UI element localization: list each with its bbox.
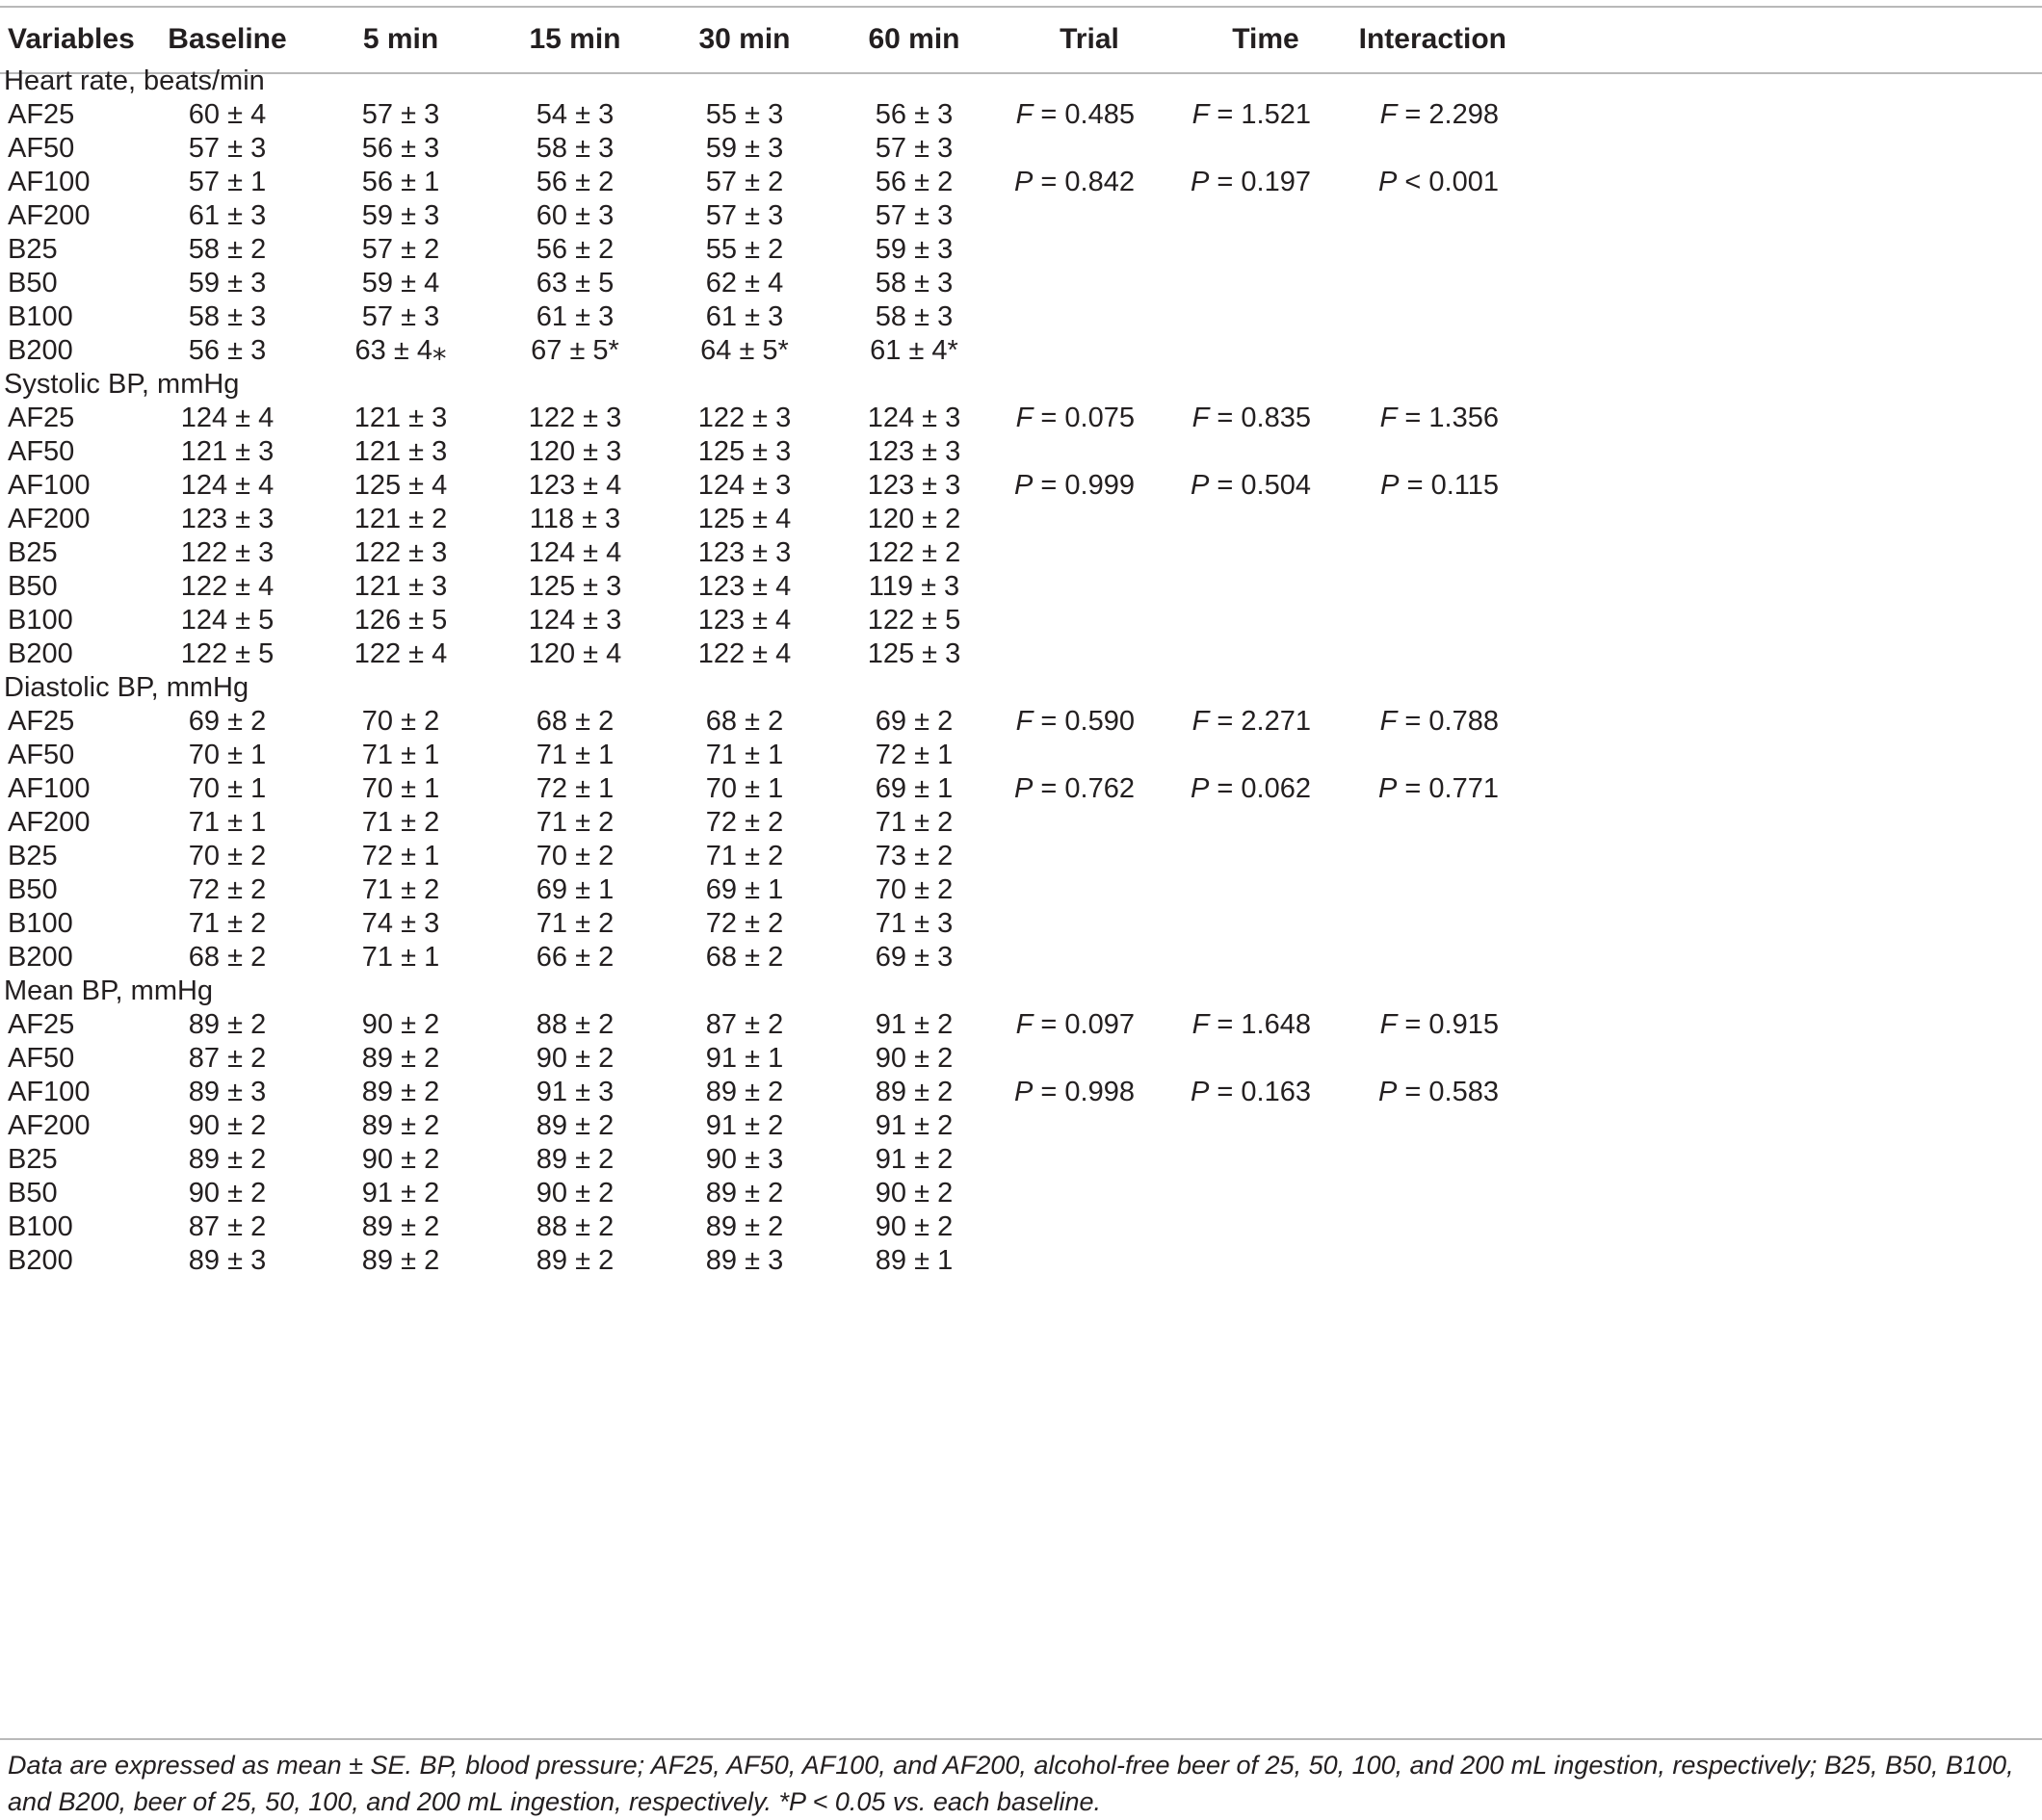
table-cell: 122 ± 4	[353, 638, 448, 669]
column-header-5-min: 5 min	[362, 23, 439, 55]
table-cell: 125 ± 4	[353, 470, 448, 501]
table-cell: 91 ± 2	[875, 1144, 954, 1175]
stat-value: = 0.842	[1040, 167, 1135, 197]
table-cell: 124 ± 4	[528, 537, 622, 568]
table-cell: 58 ± 3	[188, 301, 267, 332]
table-cell: 124 ± 3	[697, 470, 792, 501]
stat-value: < 0.001	[1404, 167, 1499, 197]
table-cell: 89 ± 2	[705, 1178, 784, 1209]
table-bottom-rule	[0, 1738, 2042, 1740]
table-cell: 122 ± 3	[180, 537, 275, 568]
table-cell: 73 ± 2	[875, 841, 954, 871]
table-cell: 70 ± 1	[188, 773, 267, 804]
stat-value: = 0.998	[1040, 1077, 1135, 1107]
table-cell: 70 ± 1	[705, 773, 784, 804]
row-label: B200	[8, 335, 73, 366]
row-label: AF50	[8, 436, 75, 467]
table-cell: 58 ± 2	[188, 234, 267, 265]
header-rule	[0, 72, 2042, 74]
f-stat-interaction	[1248, 97, 1499, 132]
table-cell: 71 ± 1	[705, 740, 784, 770]
table-cell: 91 ± 1	[705, 1043, 784, 1074]
p-stat-interaction	[1248, 1075, 1499, 1109]
table-cell: 90 ± 2	[536, 1043, 615, 1074]
table-cell: 89 ± 2	[705, 1211, 784, 1242]
stat-value: = 0.097	[1040, 1009, 1135, 1040]
table-cell: 123 ± 3	[180, 504, 275, 534]
table-cell: 61 ± 4*	[870, 335, 958, 366]
table-cell: 71 ± 2	[875, 807, 954, 838]
table-cell: 120 ± 2	[867, 504, 961, 534]
table-cell: 124 ± 3	[867, 403, 961, 433]
table-cell: 59 ± 4	[361, 268, 440, 299]
table-cell: 59 ± 3	[705, 133, 784, 164]
stat-value: = 0.115	[1406, 470, 1499, 501]
stat-symbol: P	[1014, 773, 1034, 804]
stat-symbol: F	[1379, 1009, 1398, 1040]
table-cell: 69 ± 3	[875, 942, 954, 973]
p-stat-interaction	[1248, 771, 1499, 806]
table-cell: 123 ± 3	[697, 537, 792, 568]
table-cell: 126 ± 5	[353, 605, 448, 636]
stat-symbol: P	[1191, 167, 1210, 197]
table-cell: 118 ± 3	[529, 504, 621, 534]
table-cell: 64 ± 5*	[700, 335, 789, 366]
table-cell: 56 ± 3	[875, 99, 954, 130]
row-label: B100	[8, 1211, 73, 1242]
table-cell: 59 ± 3	[875, 234, 954, 265]
table-cell: 89 ± 2	[188, 1009, 267, 1040]
stat-value: = 1.356	[1404, 403, 1499, 433]
table-cell: 71 ± 2	[705, 841, 784, 871]
row-label: AF200	[8, 200, 91, 231]
stat-value: = 1.648	[1217, 1009, 1311, 1040]
table-cell: 67 ± 5*	[531, 335, 619, 366]
p-stat-interaction	[1248, 468, 1499, 503]
table-cell: 71 ± 2	[536, 807, 615, 838]
table-cell: 71 ± 2	[361, 807, 440, 838]
table-cell: 57 ± 2	[705, 167, 784, 197]
stat-value: = 0.062	[1217, 773, 1311, 804]
table-cell: 59 ± 3	[361, 200, 440, 231]
section-title: Heart rate, beats/min	[4, 65, 265, 96]
table-cell: 121 ± 2	[353, 504, 448, 534]
table-cell: 66 ± 2	[536, 942, 615, 973]
row-label: B100	[8, 908, 73, 939]
table-cell: 89 ± 2	[536, 1144, 615, 1175]
table-cell: 123 ± 4	[697, 605, 792, 636]
column-header-variables: Variables	[8, 23, 135, 55]
table-cell: 56 ± 3	[188, 335, 267, 366]
row-label: AF50	[8, 1043, 75, 1074]
table-cell: 72 ± 2	[705, 908, 784, 939]
row-label: B50	[8, 874, 58, 905]
stat-value: = 0.771	[1404, 773, 1499, 804]
row-label: B50	[8, 268, 58, 299]
p-stat-interaction	[1248, 165, 1499, 199]
table-cell: 63 ± 5	[536, 268, 615, 299]
stat-symbol: P	[1191, 1077, 1210, 1107]
stat-value: = 0.197	[1217, 167, 1311, 197]
table-cell: 72 ± 1	[875, 740, 954, 770]
table-cell: 57 ± 3	[188, 133, 267, 164]
column-header-trial: Trial	[1060, 23, 1119, 55]
table-cell: 62 ± 4	[705, 268, 784, 299]
stat-value: = 2.271	[1217, 706, 1311, 737]
column-header-15-min: 15 min	[529, 23, 621, 55]
table-cell: 70 ± 1	[361, 773, 440, 804]
table-cell: 61 ± 3	[536, 301, 615, 332]
stat-symbol: P	[1014, 1077, 1034, 1107]
table-cell: 58 ± 3	[875, 301, 954, 332]
table-cell: 121 ± 3	[353, 436, 448, 467]
row-label: AF200	[8, 504, 91, 534]
stat-value: = 0.075	[1040, 403, 1135, 433]
stat-value: = 0.485	[1040, 99, 1135, 130]
table-cell: 68 ± 2	[705, 942, 784, 973]
table-cell: 123 ± 4	[528, 470, 622, 501]
table-cell: 71 ± 2	[361, 874, 440, 905]
table-cell: 57 ± 2	[361, 234, 440, 265]
row-label: B25	[8, 841, 58, 871]
table-cell: 125 ± 3	[528, 571, 622, 602]
table-cell: 124 ± 4	[180, 470, 275, 501]
table-footnote: Data are expressed as mean ± SE. BP, blood pressure; AF25, AF50, AF100, and AF200, alcohol-free beer of 25, 50, 100, and 200 mL ingestion, respectively; B25, B50, B100, and B200, beer of 25, 50, 100, and 200 mL ingestion, respectively. *P < 0.05 vs. each baseline.	[8, 1751, 2014, 1816]
row-label: B100	[8, 301, 73, 332]
table-cell: 59 ± 3	[188, 268, 267, 299]
stat-value: = 0.762	[1040, 773, 1135, 804]
table-cell: 91 ± 2	[705, 1110, 784, 1141]
table-cell: 90 ± 2	[875, 1178, 954, 1209]
column-header-baseline: Baseline	[168, 23, 287, 55]
row-label: AF50	[8, 740, 75, 770]
table-cell: 60 ± 3	[536, 200, 615, 231]
table-cell: 89 ± 2	[536, 1110, 615, 1141]
row-label: AF100	[8, 773, 91, 804]
table-cell: 122 ± 5	[867, 605, 961, 636]
section-title: Diastolic BP, mmHg	[4, 672, 249, 703]
table-cell: 87 ± 2	[188, 1211, 267, 1242]
table-cell: 68 ± 2	[536, 706, 615, 737]
table-cell: 89 ± 2	[536, 1245, 615, 1276]
row-label: B50	[8, 1178, 58, 1209]
stat-value: = 0.504	[1217, 470, 1311, 501]
table-cell: 58 ± 3	[536, 133, 615, 164]
column-header-30-min: 30 min	[698, 23, 791, 55]
row-label: B100	[8, 605, 73, 636]
stat-symbol: F	[1191, 99, 1210, 130]
table-cell: 71 ± 1	[361, 942, 440, 973]
table-cell: 91 ± 3	[536, 1077, 615, 1107]
table-cell: 69 ± 2	[875, 706, 954, 737]
stat-symbol: F	[1191, 706, 1210, 737]
row-label: AF200	[8, 1110, 91, 1141]
stat-symbol: P	[1191, 773, 1210, 804]
table-cell: 70 ± 2	[875, 874, 954, 905]
table-cell: 125 ± 3	[867, 638, 961, 669]
table-cell: 91 ± 2	[875, 1110, 954, 1141]
row-label: AF50	[8, 133, 75, 164]
table-cell: 72 ± 2	[188, 874, 267, 905]
table-cell: 90 ± 2	[536, 1178, 615, 1209]
table-cell: 68 ± 2	[188, 942, 267, 973]
table-cell: 89 ± 2	[188, 1144, 267, 1175]
table-cell: 70 ± 2	[361, 706, 440, 737]
table-cell: 71 ± 1	[361, 740, 440, 770]
stat-symbol: F	[1379, 403, 1398, 433]
row-label: AF25	[8, 99, 75, 130]
stat-symbol: F	[1015, 403, 1034, 433]
table-cell: 72 ± 2	[705, 807, 784, 838]
table-cell: 57 ± 3	[361, 301, 440, 332]
stat-value: = 2.298	[1404, 99, 1499, 130]
row-label: AF25	[8, 403, 75, 433]
stat-value: = 0.915	[1404, 1009, 1499, 1040]
table-cell: 89 ± 3	[188, 1077, 267, 1107]
table-cell: 68 ± 2	[705, 706, 784, 737]
table-cell: 90 ± 2	[361, 1144, 440, 1175]
table-cell: 121 ± 3	[353, 403, 448, 433]
table-top-rule	[0, 6, 2042, 8]
stat-value: = 0.590	[1040, 706, 1135, 737]
table-cell: 90 ± 2	[188, 1110, 267, 1141]
table-cell: 71 ± 3	[875, 908, 954, 939]
table-cell: 122 ± 3	[353, 537, 448, 568]
table-cell: 122 ± 4	[180, 571, 275, 602]
table-cell: 89 ± 2	[361, 1043, 440, 1074]
table-cell: 91 ± 2	[361, 1178, 440, 1209]
table-cell: 69 ± 1	[705, 874, 784, 905]
stat-symbol: F	[1015, 99, 1034, 130]
table-cell: 89 ± 3	[188, 1245, 267, 1276]
table-cell: 91 ± 2	[875, 1009, 954, 1040]
table-cell: 71 ± 2	[188, 908, 267, 939]
row-label: B25	[8, 1144, 58, 1175]
table-cell: 74 ± 3	[361, 908, 440, 939]
table-cell: 88 ± 2	[536, 1009, 615, 1040]
stat-value: = 0.583	[1404, 1077, 1499, 1107]
table-cell: 71 ± 1	[536, 740, 615, 770]
table-cell: 89 ± 2	[361, 1110, 440, 1141]
table-cell: 57 ± 3	[875, 133, 954, 164]
table-cell: 90 ± 2	[875, 1043, 954, 1074]
stat-symbol: F	[1191, 403, 1210, 433]
table-cell: 57 ± 3	[705, 200, 784, 231]
row-label: B200	[8, 942, 73, 973]
row-label: AF100	[8, 470, 91, 501]
row-label: B25	[8, 234, 58, 265]
table-cell: 90 ± 2	[361, 1009, 440, 1040]
table-cell: 56 ± 1	[361, 167, 440, 197]
table-cell: 55 ± 2	[705, 234, 784, 265]
table-cell: 70 ± 2	[536, 841, 615, 871]
row-label: B50	[8, 571, 58, 602]
table-cell: 69 ± 1	[875, 773, 954, 804]
table-cell: 89 ± 1	[875, 1245, 954, 1276]
table-cell: 70 ± 2	[188, 841, 267, 871]
table-cell: 120 ± 3	[528, 436, 622, 467]
table-cell: 61 ± 3	[705, 301, 784, 332]
table-cell: 89 ± 2	[705, 1077, 784, 1107]
table-cell: 90 ± 3	[705, 1144, 784, 1175]
table-cell: 120 ± 4	[528, 638, 622, 669]
table-cell: 58 ± 3	[875, 268, 954, 299]
column-header-time: Time	[1232, 23, 1299, 55]
row-label: AF100	[8, 167, 91, 197]
table-cell: 60 ± 4	[188, 99, 267, 130]
row-label: AF25	[8, 1009, 75, 1040]
stat-symbol: P	[1191, 470, 1210, 501]
stat-value: = 1.521	[1217, 99, 1311, 130]
table-cell: 57 ± 3	[875, 200, 954, 231]
stat-symbol: P	[1378, 1077, 1398, 1107]
table-cell: 122 ± 3	[528, 403, 622, 433]
table-cell: 125 ± 3	[697, 436, 792, 467]
table-cell: 72 ± 1	[361, 841, 440, 871]
column-header-60-min: 60 min	[868, 23, 960, 55]
table-cell: 122 ± 5	[180, 638, 275, 669]
table-cell: 87 ± 2	[705, 1009, 784, 1040]
table-cell: 124 ± 4	[180, 403, 275, 433]
stat-symbol: F	[1191, 1009, 1210, 1040]
row-label: AF100	[8, 1077, 91, 1107]
table-cell: 87 ± 2	[188, 1043, 267, 1074]
table-cell: 90 ± 2	[875, 1211, 954, 1242]
row-label: B200	[8, 1245, 73, 1276]
table-cell: 124 ± 5	[180, 605, 275, 636]
row-label: AF25	[8, 706, 75, 737]
table-cell: 121 ± 3	[353, 571, 448, 602]
table-cell: 57 ± 3	[361, 99, 440, 130]
table-cell: 72 ± 1	[536, 773, 615, 804]
table-cell: 56 ± 2	[875, 167, 954, 197]
table-cell: 122 ± 4	[697, 638, 792, 669]
stat-symbol: P	[1014, 167, 1034, 197]
table-cell: 121 ± 3	[180, 436, 275, 467]
stat-symbol: P	[1378, 773, 1398, 804]
table-cell: 125 ± 4	[697, 504, 792, 534]
table-cell: 71 ± 1	[188, 807, 267, 838]
row-label: AF200	[8, 807, 91, 838]
table-cell: 88 ± 2	[536, 1211, 615, 1242]
table-cell: 89 ± 3	[705, 1245, 784, 1276]
table-cell: 54 ± 3	[536, 99, 615, 130]
f-stat-interaction	[1248, 401, 1499, 435]
table-cell: 119 ± 3	[868, 571, 960, 602]
table-cell: 123 ± 3	[867, 436, 961, 467]
table-cell: 71 ± 2	[536, 908, 615, 939]
table-cell: 56 ± 2	[536, 234, 615, 265]
stat-value: = 0.163	[1217, 1077, 1311, 1107]
row-label: B25	[8, 537, 58, 568]
stat-symbol: F	[1015, 1009, 1034, 1040]
table-cell: 122 ± 2	[867, 537, 961, 568]
table-cell: 123 ± 3	[867, 470, 961, 501]
table-cell: 61 ± 3	[188, 200, 267, 231]
table-cell: 89 ± 2	[875, 1077, 954, 1107]
table-cell: 89 ± 2	[361, 1211, 440, 1242]
table-cell: 63 ± 4⁎	[354, 335, 447, 366]
table-cell: 69 ± 1	[536, 874, 615, 905]
stat-symbol: F	[1379, 706, 1398, 737]
stat-symbol: P	[1014, 470, 1034, 501]
row-label: B200	[8, 638, 73, 669]
table-cell: 55 ± 3	[705, 99, 784, 130]
f-stat-interaction	[1248, 704, 1499, 739]
stat-value: = 0.999	[1040, 470, 1135, 501]
table-cell: 69 ± 2	[188, 706, 267, 737]
stat-symbol: F	[1379, 99, 1398, 130]
stat-symbol: P	[1378, 167, 1398, 197]
stat-symbol: P	[1380, 470, 1400, 501]
section-title: Mean BP, mmHg	[4, 975, 214, 1006]
f-stat-interaction	[1248, 1007, 1499, 1042]
stat-value: = 0.788	[1404, 706, 1499, 737]
column-header-interaction: Interaction	[1358, 23, 1506, 55]
table-cell: 89 ± 2	[361, 1077, 440, 1107]
table-cell: 122 ± 3	[697, 403, 792, 433]
table-cell: 56 ± 2	[536, 167, 615, 197]
table-cell: 90 ± 2	[188, 1178, 267, 1209]
stat-value: = 0.835	[1217, 403, 1311, 433]
section-title: Systolic BP, mmHg	[4, 369, 240, 400]
stat-symbol: F	[1015, 706, 1034, 737]
table-cell: 70 ± 1	[188, 740, 267, 770]
table-cell: 56 ± 3	[361, 133, 440, 164]
table-cell: 57 ± 1	[188, 167, 267, 197]
table-cell: 123 ± 4	[697, 571, 792, 602]
table-cell: 89 ± 2	[361, 1245, 440, 1276]
table-cell: 124 ± 3	[528, 605, 622, 636]
